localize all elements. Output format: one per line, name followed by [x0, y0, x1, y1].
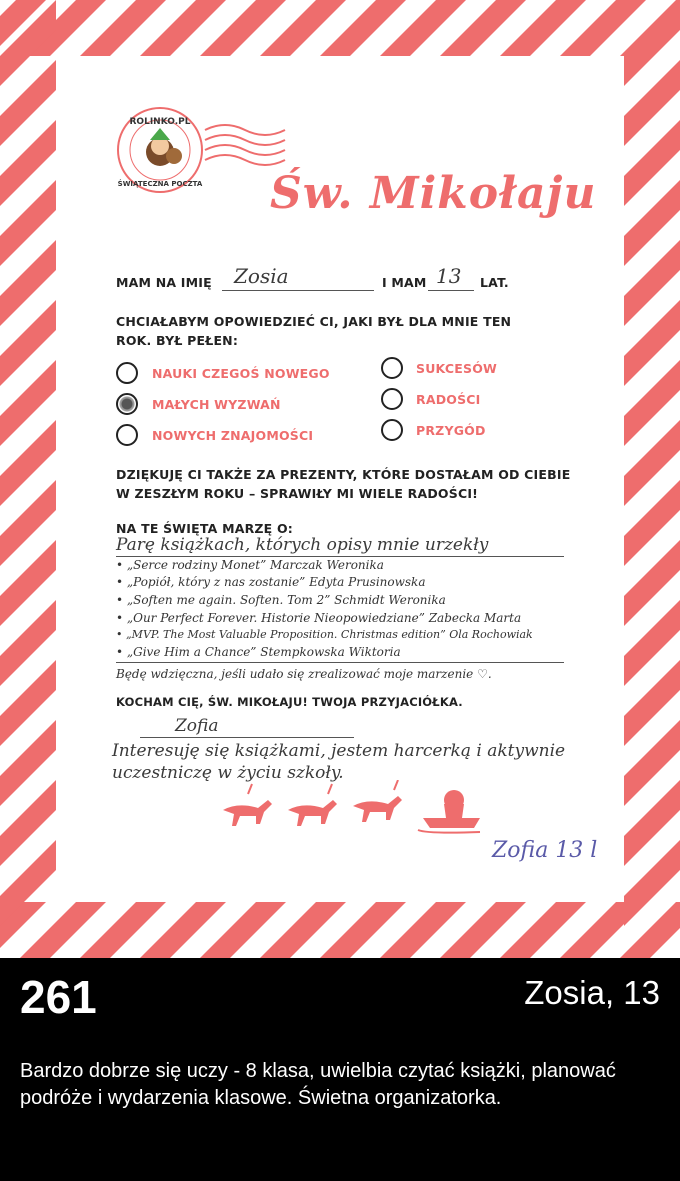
reindeer-sleigh-illustration — [218, 780, 488, 836]
thanks-line1: DZIĘKUJĘ CI TAKŻE ZA PREZENTY, KTÓRE DOSTAŁAM OD CIEBIE — [116, 467, 571, 482]
stamp-text-top: ROLINKO.PL — [129, 117, 191, 127]
postmark-stamp — [110, 100, 290, 200]
option-checkbox-learning[interactable] — [116, 362, 138, 384]
option-checkbox-challenges[interactable] — [116, 393, 138, 415]
wish-line-1 — [116, 662, 564, 663]
signature-line — [140, 737, 354, 738]
wish-item: • „Soften me again. Soften. Tom 2” Schmidt Weronika — [116, 593, 446, 607]
closing-text: KOCHAM CIĘ, ŚW. MIKOŁAJU! TWOJA PRZYJACIÓŁKA. — [116, 695, 463, 709]
stamp-text-bottom: ŚWIĄTECZNA POCZTA — [117, 180, 203, 188]
option-checkbox-adventure[interactable] — [381, 419, 403, 441]
child-description: Bardzo dobrze się uczy - 8 klasa, uwielbia czytać książki, planować podróże i wydarzenia klasowe. Świetna organizatorka. — [20, 1060, 616, 1109]
option-label-joy: RADOŚCI — [416, 392, 481, 407]
wish-item: • „MVP. The Most Valuable Proposition. Christmas edition” Ola Rochowiak — [116, 628, 533, 641]
signature: Zofia — [175, 716, 219, 736]
wish-item: • „Serce rodziny Monet” Marczak Weronika — [116, 558, 384, 572]
age-suffix: LAT. — [480, 275, 509, 290]
wish-item: • „Popiół, który z nas zostanie” Edyta Prusinowska — [116, 575, 426, 589]
wish-intro: Parę książkach, których opisy mnie urzekły — [116, 535, 489, 555]
letter-title: Św. Mikołaju — [270, 168, 597, 219]
letter-number: 261 — [20, 971, 97, 1023]
age-value: 13 — [436, 264, 462, 288]
thanks-line2: W ZESZŁYM ROKU – SPRAWIŁY MI WIELE RADOŚCI! — [116, 486, 479, 501]
wish-label: NA TE ŚWIĘTA MARZĘ O: — [116, 521, 293, 536]
age-label: I MAM — [382, 275, 427, 290]
option-label-success: SUKCESÓW — [416, 361, 498, 376]
option-label-adventure: PRZYGÓD — [416, 423, 486, 438]
name-value: Zosia — [234, 264, 289, 288]
name-label: MAM NA IMIĘ — [116, 275, 212, 290]
option-label-learning: NAUKI CZEGOŚ NOWEGO — [152, 366, 330, 381]
name-underline — [222, 290, 374, 291]
year-intro-line2: ROK. BYŁ PEŁEN: — [116, 333, 239, 348]
corner-signature: Zofia 13 l — [492, 838, 598, 863]
interest-note: Interesuję się książkami, jestem harcerką i aktywnie uczestniczę w życiu szkoły. — [112, 741, 566, 783]
wish-item: • „Give Him a Chance” Stempkowska Wiktoria — [116, 645, 401, 659]
option-checkbox-success[interactable] — [381, 357, 403, 379]
wish-item: • „Our Perfect Forever. Historie Nieopowiedziane” Zabecka Marta — [116, 611, 522, 625]
year-intro-line1: CHCIAŁABYM OPOWIEDZIEĆ CI, JAKI BYŁ DLA MNIE TEN — [116, 314, 512, 329]
option-label-challenges: MAŁYCH WYZWAŃ — [152, 397, 281, 412]
caption-panel — [0, 958, 680, 1181]
age-underline — [428, 290, 474, 291]
option-checkbox-joy[interactable] — [381, 388, 403, 410]
child-name-age: Zosia, 13 — [524, 974, 660, 1011]
gratitude-text: Będę wdzięczna, jeśli udało się zrealizować moje marzenie ♡. — [116, 667, 492, 681]
wish-line-0 — [116, 556, 564, 557]
option-label-friends: NOWYCH ZNAJOMOŚCI — [152, 428, 314, 443]
option-checkbox-friends[interactable] — [116, 424, 138, 446]
